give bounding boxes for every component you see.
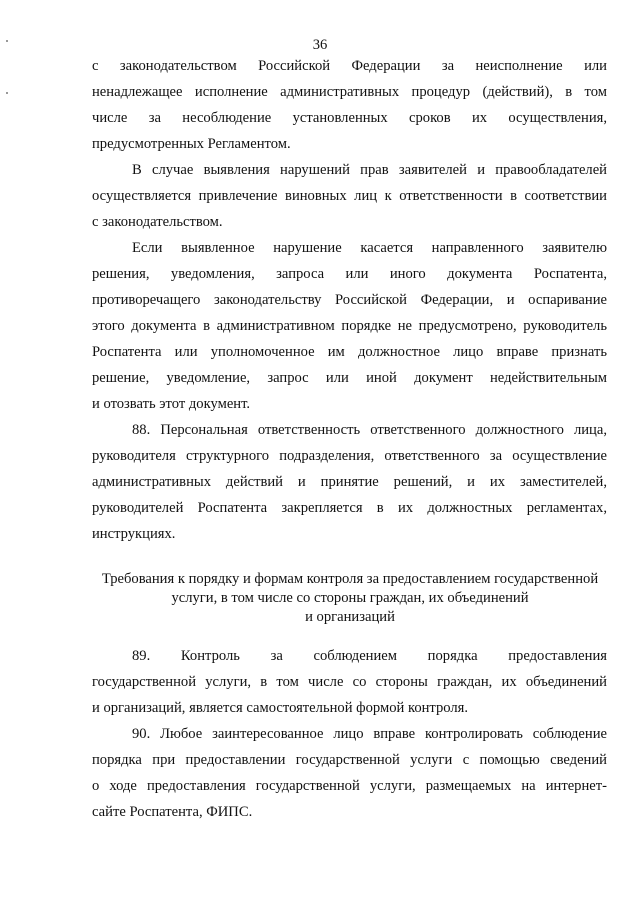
text-line: административных действий и принятие решений, и их заместителей, (92, 474, 607, 490)
scan-dot (6, 40, 8, 42)
text-line: осуществляется привлечение виновных лиц к ответственности в соответствии (92, 188, 607, 204)
text-line: руководителя структурного подразделения, ответственного за осуществление (92, 448, 607, 464)
heading-line: услуги, в том числе со стороны граждан, их объединений (171, 590, 529, 606)
body-text-top (92, 53, 607, 547)
text-line: предусмотренных Регламентом. (92, 136, 291, 152)
text-line: В случае выявления нарушений прав заявителей и правообладателей (132, 162, 607, 178)
text-line: с законодательством. (92, 214, 223, 230)
text-line: с законодательством Российской Федерации за неисполнение или (92, 58, 607, 74)
paragraph-89 (92, 643, 607, 721)
scan-dot (6, 92, 8, 94)
paragraph-violations (92, 157, 607, 235)
text-line: сайте Роспатента, ФИПС. (92, 804, 253, 820)
text-line: и организаций, является самостоятельной формой контроля. (92, 700, 469, 716)
heading-line: и организаций (305, 609, 395, 625)
text-line: о ходе предоставления государственной услуги, размещаемых на интернет- (92, 778, 607, 794)
text-line: 88. Персональная ответственность ответственного должностного лица, (132, 422, 607, 438)
text-line: инструкциях. (92, 526, 176, 542)
text-line: решения, уведомления, запроса или иного документа Роспатента, (92, 266, 607, 282)
text-line: противоречащего законодательству Российской Федерации, и оспаривание (92, 292, 607, 308)
paragraph-88 (92, 417, 607, 547)
heading-line: Требования к порядку и формам контроля за предоставлением государственной (101, 571, 599, 587)
text-line: решение, уведомление, запрос или иной документ недействительным (92, 370, 607, 386)
body-text-bottom (92, 643, 607, 825)
section-heading (80, 570, 620, 627)
paragraph-invalidation (92, 235, 607, 417)
paragraph-90 (92, 721, 607, 825)
text-line: руководителей Роспатента закрепляется в их должностных регламентах, (92, 500, 607, 516)
text-line: и отозвать этот документ. (92, 396, 251, 412)
text-line: 89. Контроль за соблюдением порядка предоставления (132, 648, 607, 664)
text-line: 90. Любое заинтересованное лицо вправе контролировать соблюдение (132, 726, 607, 742)
text-line: этого документа в административном порядке не предусмотрено, руководитель (92, 318, 607, 334)
text-line: числе за несоблюдение установленных сроков их осуществления, (92, 110, 607, 126)
text-line: ненадлежащее исполнение административных процедур (действий), в том (92, 84, 607, 100)
paragraph-continuation (92, 53, 607, 157)
text-line: порядка при предоставлении государственной услуги с помощью сведений (92, 752, 607, 768)
text-line: Роспатента или уполномоченное им должностное лицо вправе признать (92, 344, 607, 360)
text-line: Если выявленное нарушение касается направленного заявителю (132, 240, 607, 256)
text-line: государственной услуги, в том числе со стороны граждан, их объединений (92, 674, 607, 690)
page-number: 36 (312, 37, 328, 53)
